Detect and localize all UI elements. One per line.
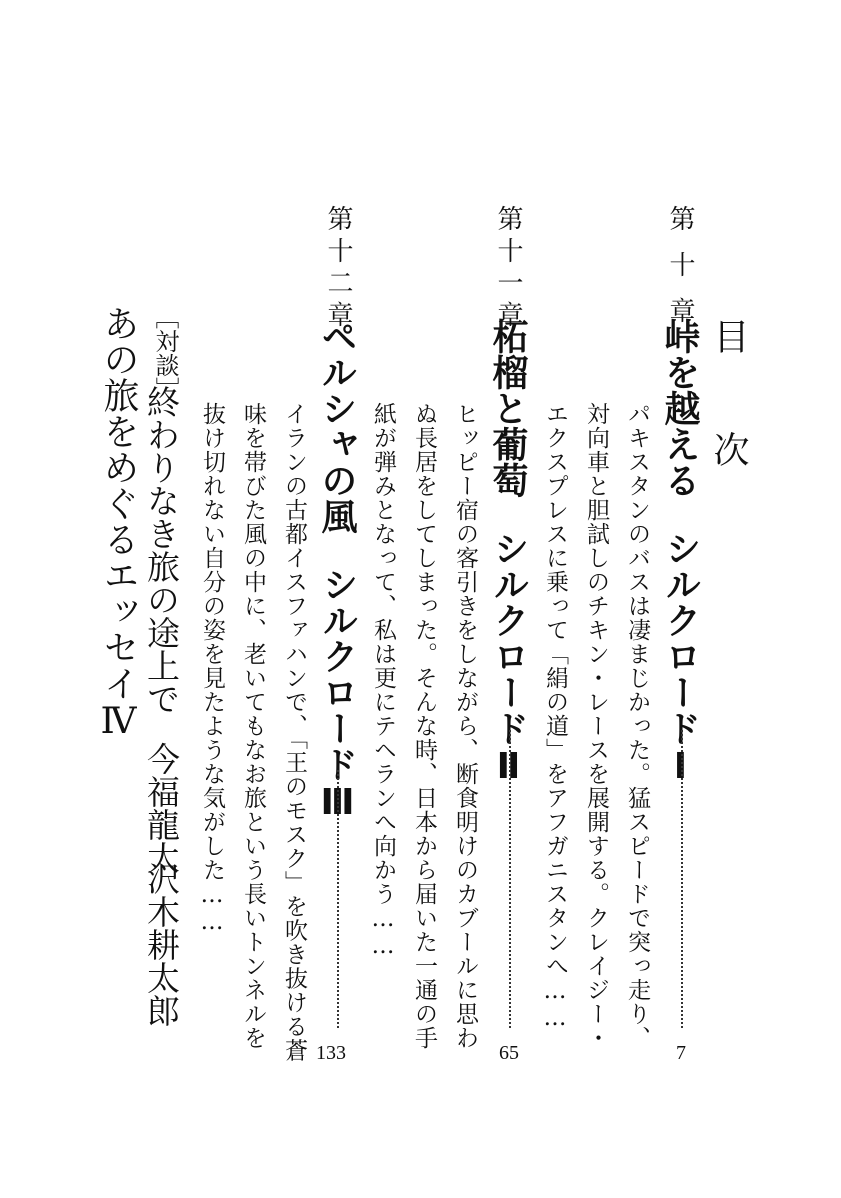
dialogue-participant-2: 沢木耕太郎 — [142, 862, 181, 1027]
chapter-11-number: 第十一章 — [493, 205, 523, 333]
chapter-10-number: 第十章 — [665, 205, 695, 343]
chapter-11-subtitle: シルクロードⅡ — [488, 530, 529, 787]
chapter-11-summary-line-2: ぬ長居をしてしまった。そんな時、日本から届いた一通の手 — [411, 402, 437, 1050]
chapter-10-summary-line-2: 対向車と胆試しのチキン・レースを展開する。クレイジー・ — [583, 402, 609, 1050]
dialogue-title[interactable]: 終わりなき旅の途上で — [142, 385, 181, 715]
chapter-10-summary-line-3: エクスプレスに乗って「絹の道」をアフガニスタンへ…… — [542, 402, 568, 1032]
chapter-10-leader — [681, 730, 683, 1028]
chapter-10-subtitle: シルクロードⅠ — [660, 530, 701, 787]
chapter-11-summary-line-1: ヒッピー宿の客引きをしながら、断食明けのカブールに思わ — [452, 402, 478, 1050]
toc-heading: 目 次 — [708, 318, 749, 485]
essay-title[interactable]: あの旅をめぐるエッセイⅣ — [98, 305, 139, 742]
chapter-11-summary-line-3: 紙が弾みとなって、私は更にテヘランへ向かう…… — [370, 402, 396, 960]
chapter-12-leader — [337, 770, 339, 1028]
dialogue-participant-1: 今福龍太 — [142, 742, 181, 874]
chapter-10-summary-line-1: パキスタンのバスは凄まじかった。猛スピードで突っ走り、 — [624, 402, 650, 1050]
chapter-11-page: 65 — [499, 1042, 519, 1064]
chapter-11-title-main: 柘榴と葡萄 — [487, 318, 529, 498]
chapter-12-number: 第十二章 — [323, 205, 353, 333]
chapter-12-title-main: ペルシャの風 — [316, 318, 358, 534]
chapter-11-title[interactable] — [487, 318, 529, 787]
chapter-12-page: 133 — [316, 1042, 346, 1064]
chapter-12-title[interactable] — [316, 318, 358, 823]
chapter-12-subtitle: シルクロードⅢ — [317, 566, 358, 823]
chapter-12-summary-line-2: 味を帯びた風の中に、老いてもなお旅という長いトンネルを — [240, 402, 266, 1050]
chapter-10-title[interactable] — [659, 318, 701, 787]
chapter-10-title-main: 峠を越える — [659, 318, 701, 498]
chapter-10-page: 7 — [676, 1042, 686, 1064]
chapter-12-summary-line-1: イランの古都イスファハンで、「王のモスク」を吹き抜ける蒼 — [281, 402, 307, 1063]
chapter-11-leader — [509, 730, 511, 1028]
dialogue-label: ［対談］ — [151, 305, 179, 401]
chapter-12-summary-line-3: 抜け切れない自分の姿を見たような気がした…… — [199, 402, 225, 936]
